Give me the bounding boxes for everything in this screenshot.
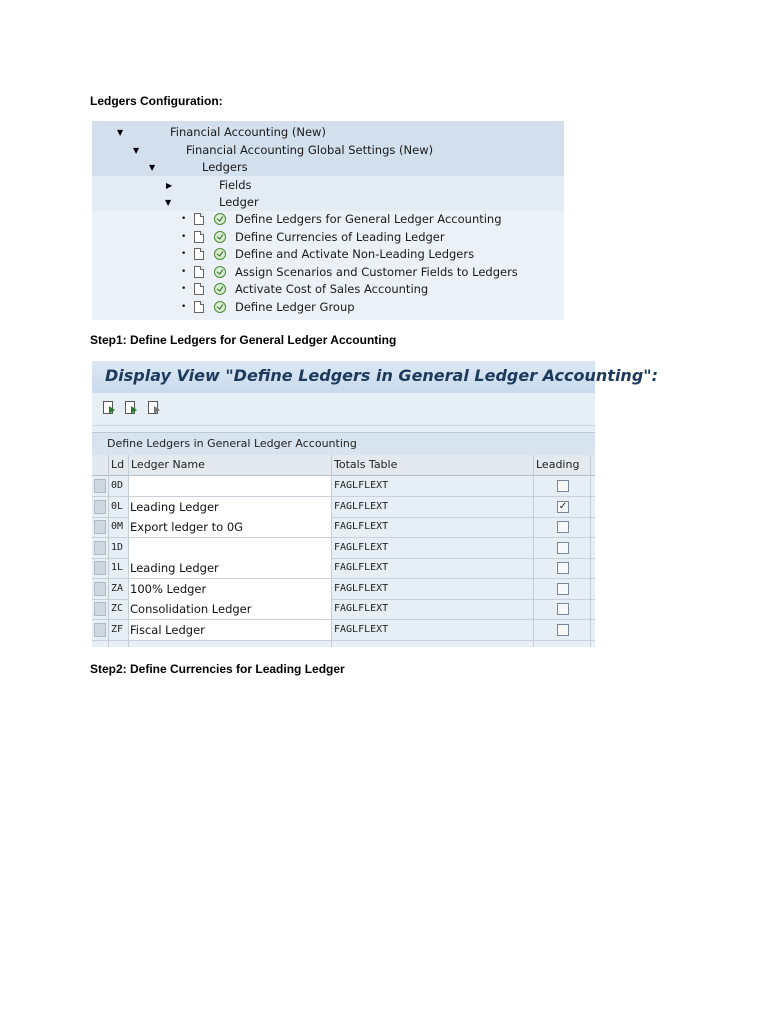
row-selector[interactable] <box>94 602 106 616</box>
execute-activity-icon[interactable] <box>214 283 226 295</box>
document-icon[interactable] <box>194 266 204 278</box>
tree-node-global-settings[interactable] <box>92 142 564 159</box>
cell-totals-table: FAGLFLEXT <box>334 480 389 491</box>
column-header-leading[interactable]: Leading <box>536 458 580 471</box>
tree-activity-label[interactable]: Define Ledger Group <box>235 300 355 314</box>
tree-node-ledger[interactable] <box>92 194 564 211</box>
tree-node-label: Financial Accounting Global Settings (New) <box>186 143 434 157</box>
cell-ledger-name[interactable] <box>129 538 332 558</box>
expanded-triangle-icon[interactable]: ▼ <box>117 128 124 137</box>
tree-activity[interactable] <box>92 264 564 281</box>
cell-totals-table: FAGLFLEXT <box>334 623 389 635</box>
tree-activity[interactable] <box>92 229 564 246</box>
column-header-totals-table[interactable]: Totals Table <box>334 458 398 471</box>
table-header-row <box>92 455 595 476</box>
tree-node-label: Ledger <box>219 195 259 209</box>
cell-ledger-name[interactable]: Consolidation Ledger <box>129 599 332 619</box>
cell-ledger-name[interactable]: Leading Ledger <box>129 558 332 578</box>
table-row[interactable] <box>92 538 595 559</box>
row-selector[interactable] <box>94 623 106 637</box>
cell-totals-table: FAGLFLEXT <box>334 603 389 614</box>
table-caption-text: Define Ledgers in General Ledger Accounting <box>107 437 357 450</box>
table-row[interactable] <box>92 558 595 579</box>
sap-title-bar <box>92 361 659 393</box>
cell-ledger-name[interactable]: 100% Ledger <box>129 579 332 599</box>
cell-ld: 1L <box>111 562 124 573</box>
row-selector[interactable] <box>94 541 106 555</box>
row-selector[interactable] <box>94 520 106 534</box>
cell-totals-table: FAGLFLEXT <box>334 541 389 553</box>
table-row[interactable] <box>92 497 595 518</box>
heading-step1: Step1: Define Ledgers for General Ledger Accounting <box>90 333 397 347</box>
tree-activity-label[interactable]: Define Currencies of Leading Ledger <box>235 230 445 244</box>
tree-activity[interactable] <box>92 281 564 298</box>
sap-ledger-view-screenshot <box>92 361 659 647</box>
tree-activity[interactable] <box>92 299 564 316</box>
column-divider <box>590 455 591 647</box>
document-icon[interactable] <box>194 301 204 313</box>
bullet-icon: • <box>181 232 187 242</box>
collapsed-triangle-icon[interactable]: ▶ <box>166 181 173 190</box>
tree-node-financial-accounting[interactable] <box>92 124 564 141</box>
sap-title: Display View "Define Ledgers in General Ledger Accounting": <box>105 366 659 385</box>
cell-ld: 0D <box>111 480 124 491</box>
execute-activity-icon[interactable] <box>214 213 226 225</box>
execute-activity-icon[interactable] <box>214 231 226 243</box>
tree-node-ledgers[interactable] <box>92 159 564 176</box>
bullet-icon: • <box>181 214 187 224</box>
cell-ld: ZA <box>111 582 124 594</box>
tree-activity[interactable] <box>92 246 564 263</box>
bullet-icon: • <box>181 284 187 294</box>
table-row[interactable] <box>92 476 595 497</box>
row-selector[interactable] <box>94 561 106 575</box>
table-caption <box>92 432 595 456</box>
cell-ledger-name[interactable]: Leading Ledger <box>129 497 332 517</box>
column-header-ld[interactable]: Ld <box>111 458 125 471</box>
tree-activity-label[interactable]: Define and Activate Non-Leading Ledgers <box>235 247 475 261</box>
table-row[interactable] <box>92 517 595 538</box>
row-selector[interactable] <box>94 582 106 596</box>
execute-activity-icon[interactable] <box>214 266 226 278</box>
sap-toolbar <box>92 393 595 426</box>
tree-node-label: Fields <box>219 178 252 192</box>
table-row[interactable] <box>92 579 595 600</box>
leading-checkbox[interactable] <box>557 521 569 533</box>
bullet-icon: • <box>181 249 187 259</box>
bullet-icon: • <box>181 267 187 277</box>
cell-ledger-name[interactable]: Fiscal Ledger <box>129 620 332 640</box>
table-row[interactable] <box>92 620 595 641</box>
tree-node-fields[interactable] <box>92 177 564 194</box>
cell-ledger-name[interactable] <box>129 476 332 496</box>
column-divider <box>128 455 129 647</box>
cell-totals-table: FAGLFLEXT <box>334 500 389 512</box>
row-selector[interactable] <box>94 500 106 514</box>
leading-checkbox[interactable] <box>557 480 569 492</box>
document-icon[interactable] <box>194 213 204 225</box>
cell-ld: ZC <box>111 603 124 614</box>
select-all-button-icon[interactable] <box>125 401 139 415</box>
tree-activity[interactable] <box>92 211 564 228</box>
leading-checkbox[interactable] <box>557 562 569 574</box>
cell-ld: 1D <box>111 541 124 553</box>
deselect-all-button-icon[interactable] <box>148 401 162 415</box>
tree-activity-label[interactable]: Assign Scenarios and Customer Fields to Ledgers <box>235 265 518 279</box>
document-icon[interactable] <box>194 248 204 260</box>
leading-checkbox[interactable]: ✓ <box>558 500 568 512</box>
cell-ld: 0M <box>111 521 124 532</box>
cell-ledger-name[interactable]: Export ledger to 0G <box>129 517 332 537</box>
tree-node-label: Financial Accounting (New) <box>170 125 326 139</box>
leading-checkbox[interactable] <box>557 542 569 554</box>
expanded-triangle-icon[interactable]: ▼ <box>165 198 172 207</box>
img-tree-screenshot <box>92 121 564 320</box>
cell-totals-table: FAGLFLEXT <box>334 582 389 594</box>
leading-checkbox[interactable] <box>557 583 569 595</box>
cell-totals-table: FAGLFLEXT <box>334 521 389 532</box>
leading-checkbox[interactable] <box>557 603 569 615</box>
cell-totals-table: FAGLFLEXT <box>334 562 389 573</box>
heading-step2: Step2: Define Currencies for Leading Ledger <box>90 662 345 676</box>
row-selector[interactable] <box>94 479 106 493</box>
expanded-triangle-icon[interactable]: ▼ <box>149 163 156 172</box>
column-header-ledger-name[interactable]: Ledger Name <box>131 458 205 471</box>
bullet-icon: • <box>181 302 187 312</box>
execute-activity-icon[interactable] <box>214 301 226 313</box>
column-divider <box>331 455 332 647</box>
document-icon[interactable] <box>194 231 204 243</box>
column-divider <box>533 455 534 647</box>
expanded-triangle-icon[interactable]: ▼ <box>133 146 140 155</box>
document-icon[interactable] <box>194 283 204 295</box>
tree-activity-label[interactable]: Activate Cost of Sales Accounting <box>235 282 429 296</box>
column-divider <box>108 455 109 647</box>
tree-node-label: Ledgers <box>202 160 248 174</box>
leading-checkbox[interactable] <box>557 624 569 636</box>
tree-activity-label[interactable]: Define Ledgers for General Ledger Accounting <box>235 212 502 226</box>
heading-ledgers-configuration: Ledgers Configuration: <box>90 94 223 108</box>
execute-activity-icon[interactable] <box>214 248 226 260</box>
table-row[interactable] <box>92 599 595 620</box>
cell-ld: ZF <box>111 623 124 635</box>
cell-ld: 0L <box>111 500 124 512</box>
details-button-icon[interactable] <box>103 401 117 415</box>
